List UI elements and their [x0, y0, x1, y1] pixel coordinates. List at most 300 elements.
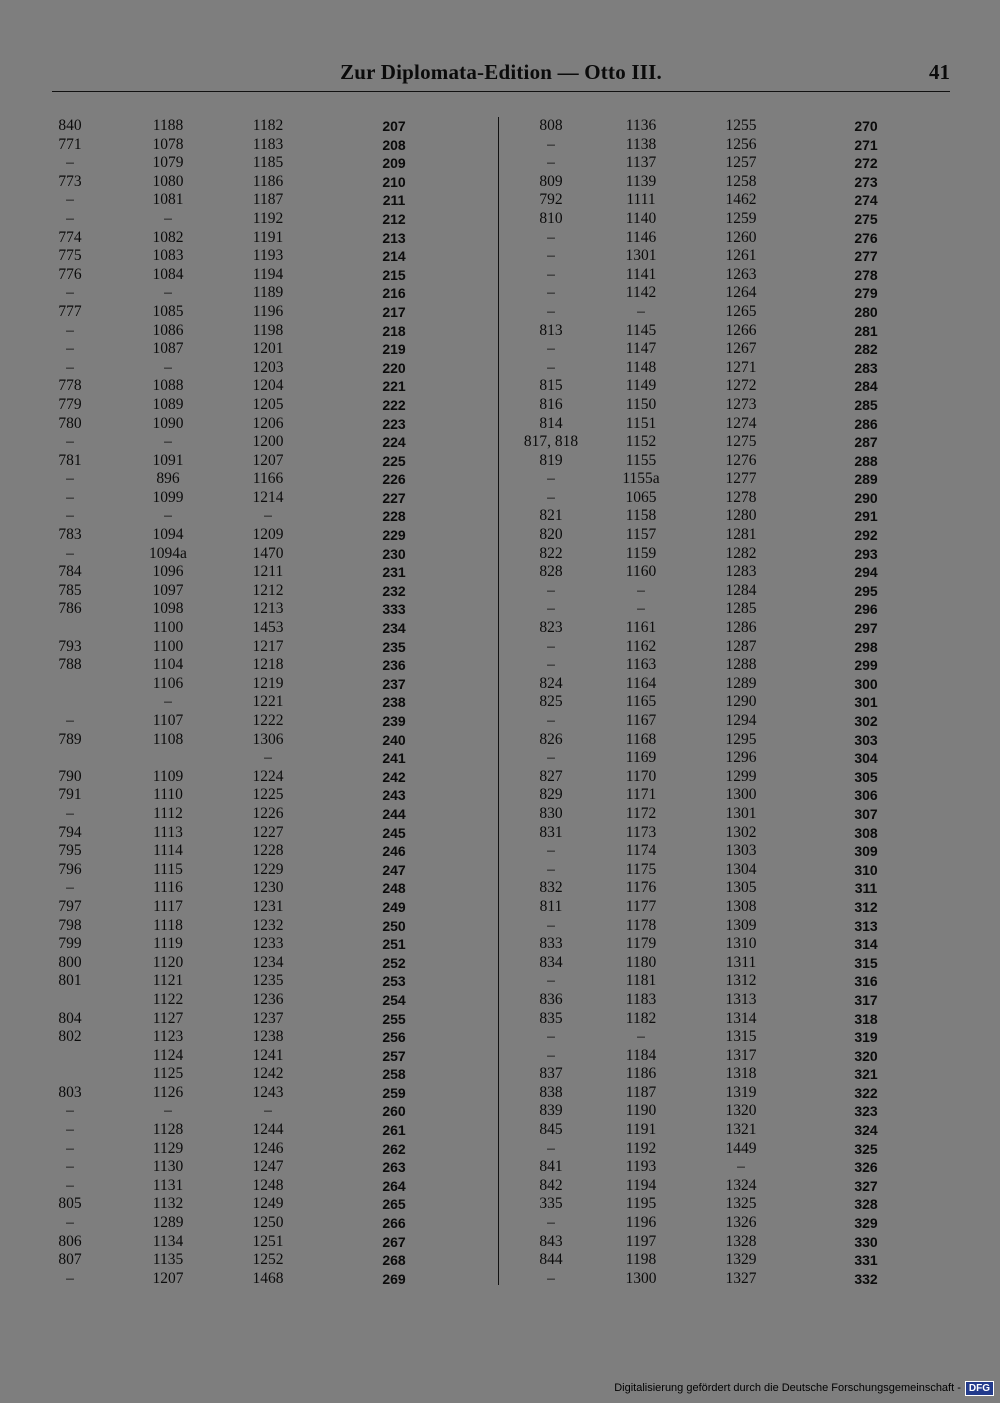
table-cell: 1089: [152, 395, 184, 413]
table-row: [506, 1140, 886, 1159]
table-cell: 813: [539, 321, 563, 339]
table-cell: 320: [854, 1047, 878, 1064]
table-cell: 896: [156, 470, 180, 488]
table-cell: 325: [854, 1140, 878, 1157]
table-cell: 302: [854, 713, 878, 729]
table-row: [52, 693, 452, 712]
table-cell: 1285: [725, 600, 757, 618]
table-cell: 1326: [725, 1214, 757, 1232]
table-cell: 268: [382, 1252, 406, 1269]
table-cell: 793: [58, 637, 82, 655]
table-row: [506, 415, 886, 434]
table-cell: 319: [854, 1029, 878, 1046]
table-row: [506, 1121, 886, 1140]
table-row: [506, 191, 886, 210]
table-cell: 1110: [153, 786, 183, 804]
table-cell: 1250: [252, 1214, 284, 1232]
table-cell: 1468: [252, 1269, 284, 1287]
table-cell: 1185: [252, 154, 284, 172]
table-cell: 805: [58, 1195, 82, 1213]
table-cell: 1329: [725, 1251, 757, 1269]
table-cell: 1265: [725, 302, 757, 320]
table-cell: 1180: [625, 953, 657, 971]
table-cell: 294: [854, 564, 878, 581]
table-cell: 1304: [725, 860, 757, 878]
table-cell: 1241: [252, 1046, 284, 1064]
table-cell: –: [66, 488, 74, 506]
table-cell: 231: [382, 564, 406, 581]
table-cell: 1191: [252, 228, 284, 246]
table-cell: 260: [382, 1103, 406, 1120]
table-cell: 214: [382, 248, 406, 265]
table-cell: –: [66, 358, 74, 376]
table-row: [506, 377, 886, 396]
table-cell: 1178: [625, 916, 657, 934]
table-cell: 291: [854, 508, 878, 525]
table-cell: 1119: [153, 935, 183, 953]
table-row: [506, 526, 886, 545]
table-cell: –: [66, 340, 74, 358]
table-cell: 1264: [725, 284, 757, 302]
table-cell: 240: [382, 731, 406, 748]
table-cell: 1162: [625, 637, 657, 655]
table-cell: 775: [58, 247, 82, 265]
table-cell: 1159: [625, 544, 657, 562]
table-cell: 1167: [625, 712, 657, 729]
table-cell: 1186: [252, 172, 284, 190]
table-cell: 1252: [252, 1251, 284, 1269]
table-cell: 1281: [725, 526, 757, 544]
table-cell: 1227: [252, 823, 284, 841]
table-row: [506, 340, 886, 359]
table-cell: 1138: [625, 135, 657, 153]
table-cell: 1165: [625, 693, 657, 711]
table-cell: 1151: [625, 414, 657, 432]
table-cell: 1198: [625, 1251, 657, 1269]
table-cell: 1155: [625, 451, 657, 469]
table-row: [506, 1214, 886, 1233]
table-cell: 286: [854, 415, 878, 432]
table-row: [52, 563, 452, 582]
table-row: [506, 1177, 886, 1196]
table-cell: 1207: [252, 451, 284, 469]
table-row: [506, 1195, 886, 1214]
table-cell: 241: [382, 750, 406, 767]
table-cell: 1108: [152, 730, 184, 748]
table-row: [506, 824, 886, 843]
table-cell: 821: [539, 507, 563, 525]
table-cell: 255: [382, 1010, 406, 1027]
table-cell: 280: [854, 303, 878, 320]
table-cell: –: [547, 656, 555, 674]
table-cell: 801: [58, 972, 82, 990]
table-row: [52, 1084, 452, 1103]
table-cell: 1300: [625, 1269, 657, 1287]
table-cell: 1188: [152, 117, 184, 134]
table-cell: 1191: [625, 1121, 657, 1139]
table-cell: 1196: [625, 1214, 657, 1232]
table-row: [52, 1251, 452, 1270]
table-cell: 208: [382, 136, 406, 153]
table-cell: 1189: [252, 284, 284, 302]
table-row: [506, 396, 886, 415]
table-cell: 1259: [725, 209, 757, 227]
table-cell: 1282: [725, 544, 757, 562]
table-cell: 1280: [725, 507, 757, 525]
table-row: [506, 284, 886, 303]
table-cell: 264: [382, 1177, 406, 1194]
table-row: [506, 879, 886, 898]
table-cell: 232: [382, 582, 406, 599]
table-cell: 816: [539, 395, 563, 413]
table-cell: 1114: [153, 842, 183, 860]
table-cell: 279: [854, 285, 878, 302]
table-cell: 1192: [625, 1139, 657, 1157]
table-row: [52, 1140, 452, 1159]
table-row: [52, 991, 452, 1010]
table-cell: 1200: [252, 433, 284, 451]
table-cell: 288: [854, 452, 878, 469]
table-cell: 1214: [252, 488, 284, 506]
table-cell: 845: [539, 1121, 563, 1139]
table-row: [52, 489, 452, 508]
table-cell: 1257: [725, 154, 757, 172]
table-cell: 315: [854, 954, 878, 971]
table-cell: 1231: [252, 897, 284, 915]
table-cell: 1229: [252, 860, 284, 878]
table-row: [506, 266, 886, 285]
table-cell: 1309: [725, 916, 757, 934]
table-cell: 809: [539, 172, 563, 190]
table-cell: 1096: [152, 563, 184, 581]
table-row: [506, 768, 886, 787]
table-cell: –: [547, 470, 555, 488]
concordance-table-right: [506, 117, 886, 1288]
table-row: [52, 1177, 452, 1196]
table-cell: 1288: [725, 656, 757, 674]
table-cell: 1327: [725, 1269, 757, 1287]
table-cell: 1249: [252, 1195, 284, 1213]
table-cell: 1175: [625, 860, 657, 878]
table-cell: 836: [539, 990, 563, 1008]
table-cell: 295: [854, 582, 878, 599]
table-cell: –: [66, 1121, 74, 1139]
table-cell: 1086: [152, 321, 184, 339]
table-cell: –: [637, 1028, 645, 1046]
table-cell: 1194: [252, 265, 284, 283]
column-divider: [498, 117, 499, 1285]
table-cell: 292: [854, 527, 878, 544]
table-cell: 1166: [252, 470, 284, 488]
table-row: [52, 191, 452, 210]
table-cell: 1100: [152, 637, 184, 655]
table-cell: –: [547, 284, 555, 302]
table-cell: 785: [58, 581, 82, 599]
table-cell: 223: [382, 415, 406, 432]
table-cell: 244: [382, 805, 406, 822]
table-cell: 1260: [725, 228, 757, 246]
table-row: [52, 229, 452, 248]
table-row: [52, 433, 452, 452]
table-cell: 1082: [152, 228, 184, 246]
table-row: [52, 136, 452, 155]
table-row: [506, 247, 886, 266]
table-cell: –: [547, 358, 555, 376]
table-cell: 333: [382, 601, 406, 618]
table-row: [52, 861, 452, 880]
table-cell: –: [547, 581, 555, 599]
table-row: [506, 917, 886, 936]
table-cell: 326: [854, 1159, 878, 1176]
table-cell: –: [66, 804, 74, 822]
table-cell: 312: [854, 898, 878, 915]
table-cell: 791: [58, 786, 82, 804]
table-cell: 1312: [725, 972, 757, 990]
table-cell: 1155a: [622, 470, 660, 488]
table-cell: –: [637, 600, 645, 618]
table-cell: 1097: [152, 581, 184, 599]
table-row: [506, 322, 886, 341]
table-cell: 1251: [252, 1232, 284, 1250]
table-row: [506, 1010, 886, 1029]
table-cell: 1158: [625, 507, 657, 525]
table-cell: 289: [854, 471, 878, 488]
table-cell: 212: [382, 210, 406, 227]
table-row: [52, 545, 452, 564]
table-cell: 236: [382, 657, 406, 674]
table-cell: 1195: [625, 1195, 657, 1213]
table-cell: 1128: [152, 1121, 184, 1139]
table-cell: 826: [539, 730, 563, 748]
table-cell: 1274: [725, 414, 757, 432]
table-cell: –: [547, 712, 555, 729]
dfg-logo: DFG: [965, 1381, 994, 1396]
table-cell: 817, 818: [523, 433, 579, 451]
table-cell: 221: [382, 378, 406, 395]
table-cell: 1205: [252, 395, 284, 413]
table-row: [52, 470, 452, 489]
table-cell: 1090: [152, 414, 184, 432]
table-cell: 1118: [153, 916, 183, 934]
table-row: [52, 1121, 452, 1140]
table-cell: 1150: [625, 395, 657, 413]
table-cell: 1295: [725, 730, 757, 748]
table-cell: 810: [539, 209, 563, 227]
table-cell: 234: [382, 620, 406, 637]
table-cell: 222: [382, 396, 406, 413]
table-cell: 305: [854, 768, 878, 785]
table-cell: 324: [854, 1122, 878, 1139]
table-cell: 300: [854, 675, 878, 692]
table-cell: 1275: [725, 433, 757, 451]
table-row: [506, 842, 886, 861]
table-cell: –: [66, 507, 74, 525]
table-row: [506, 898, 886, 917]
table-row: [506, 712, 886, 731]
table-cell: 788: [58, 656, 82, 674]
table-row: [506, 749, 886, 768]
table-cell: 1141: [625, 265, 657, 283]
table-cell: 789: [58, 730, 82, 748]
table-cell: 1183: [625, 990, 657, 1008]
table-cell: 1271: [725, 358, 757, 376]
table-cell: 843: [539, 1232, 563, 1250]
table-cell: 1173: [625, 823, 657, 841]
table-cell: 270: [854, 118, 878, 134]
table-cell: 276: [854, 229, 878, 246]
table-row: [52, 1195, 452, 1214]
table-cell: –: [547, 488, 555, 506]
table-cell: 307: [854, 805, 878, 822]
table-cell: 1201: [252, 340, 284, 358]
table-cell: 1112: [153, 804, 183, 822]
table-cell: 841: [539, 1158, 563, 1176]
table-cell: 285: [854, 396, 878, 413]
table-cell: 774: [58, 228, 82, 246]
table-cell: 1267: [725, 340, 757, 358]
table-cell: 814: [539, 414, 563, 432]
table-cell: 1134: [152, 1232, 184, 1250]
table-cell: 1289: [725, 674, 757, 692]
table-cell: 1247: [252, 1158, 284, 1176]
table-cell: 1325: [725, 1195, 757, 1213]
table-cell: 828: [539, 563, 563, 581]
table-row: [506, 805, 886, 824]
table-cell: 1146: [625, 228, 657, 246]
table-cell: 1300: [725, 786, 757, 804]
table-cell: 216: [382, 285, 406, 302]
table-cell: 1186: [625, 1065, 657, 1083]
table-row: [52, 377, 452, 396]
table-cell: 313: [854, 917, 878, 934]
table-cell: 297: [854, 620, 878, 637]
table-cell: 296: [854, 601, 878, 618]
table-cell: 238: [382, 694, 406, 711]
table-cell: 275: [854, 210, 878, 227]
table-cell: –: [547, 1139, 555, 1157]
table-cell: 1099: [152, 488, 184, 506]
table-cell: –: [547, 228, 555, 246]
table-cell: 243: [382, 787, 406, 804]
table-cell: 225: [382, 452, 406, 469]
table-cell: 1242: [252, 1065, 284, 1083]
table-cell: 1302: [725, 823, 757, 841]
table-cell: –: [547, 749, 555, 767]
table-row: [52, 619, 452, 638]
table-row: [506, 563, 886, 582]
table-cell: 1256: [725, 135, 757, 153]
table-row: [506, 117, 886, 136]
table-cell: 1127: [152, 1009, 184, 1027]
table-cell: 1299: [725, 767, 757, 785]
table-cell: –: [66, 470, 74, 488]
table-cell: 271: [854, 136, 878, 153]
table-cell: –: [66, 879, 74, 897]
table-cell: 1289: [152, 1214, 184, 1232]
table-row: [506, 656, 886, 675]
table-cell: –: [547, 842, 555, 860]
table-cell: 1083: [152, 247, 184, 265]
table-cell: 1266: [725, 321, 757, 339]
table-cell: 332: [854, 1270, 878, 1287]
table-cell: 329: [854, 1215, 878, 1232]
table-cell: 303: [854, 731, 878, 748]
table-row: [506, 991, 886, 1010]
table-cell: 228: [382, 508, 406, 525]
table-row: [506, 786, 886, 805]
table-row: [506, 1233, 886, 1252]
table-cell: 1207: [152, 1269, 184, 1287]
table-cell: 1187: [625, 1083, 657, 1101]
table-cell: 1248: [252, 1176, 284, 1194]
table-cell: 1221: [252, 693, 284, 711]
table-cell: 1087: [152, 340, 184, 358]
table-cell: 1079: [152, 154, 184, 172]
table-row: [52, 638, 452, 657]
table-cell: 1142: [625, 284, 657, 302]
table-cell: 1193: [252, 247, 284, 265]
table-row: [52, 731, 452, 750]
table-cell: 1172: [625, 804, 657, 822]
table-cell: 823: [539, 619, 563, 637]
table-cell: 1120: [152, 953, 184, 971]
table-cell: 245: [382, 824, 406, 841]
table-cell: 229: [382, 527, 406, 544]
table-row: [52, 284, 452, 303]
table-cell: 1168: [625, 730, 657, 748]
table-cell: 1318: [725, 1065, 757, 1083]
table-cell: 1246: [252, 1139, 284, 1157]
table-cell: 1237: [252, 1009, 284, 1027]
table-cell: –: [164, 358, 172, 376]
table-cell: 287: [854, 434, 878, 451]
table-cell: 283: [854, 359, 878, 376]
table-cell: –: [164, 693, 172, 711]
table-cell: 1182: [252, 117, 284, 134]
table-cell: 820: [539, 526, 563, 544]
table-cell: 784: [58, 563, 82, 581]
table-cell: 250: [382, 917, 406, 934]
table-cell: –: [547, 154, 555, 172]
table-cell: 330: [854, 1233, 878, 1250]
running-title: Zur Diplomata-Edition — Otto III.: [340, 60, 662, 84]
table-cell: 1190: [625, 1102, 657, 1120]
table-cell: 824: [539, 674, 563, 692]
table-cell: 822: [539, 544, 563, 562]
table-cell: –: [547, 860, 555, 878]
table-cell: 1225: [252, 786, 284, 804]
table-cell: 811: [539, 897, 563, 915]
table-cell: 794: [58, 823, 82, 841]
table-cell: 210: [382, 173, 406, 190]
table-row: [506, 935, 886, 954]
table-row: [506, 433, 886, 452]
table-row: [506, 173, 886, 192]
table-cell: 1147: [625, 340, 657, 358]
table-cell: 1284: [725, 581, 757, 599]
table-cell: 237: [382, 675, 406, 692]
table-row: [52, 1047, 452, 1066]
table-cell: 1130: [152, 1158, 184, 1176]
table-row: [52, 842, 452, 861]
table-cell: 1111: [626, 191, 656, 209]
table-cell: 773: [58, 172, 82, 190]
table-row: [52, 805, 452, 824]
table-cell: 331: [854, 1252, 878, 1269]
table-row: [506, 954, 886, 973]
table-cell: 1232: [252, 916, 284, 934]
table-cell: 284: [854, 378, 878, 395]
